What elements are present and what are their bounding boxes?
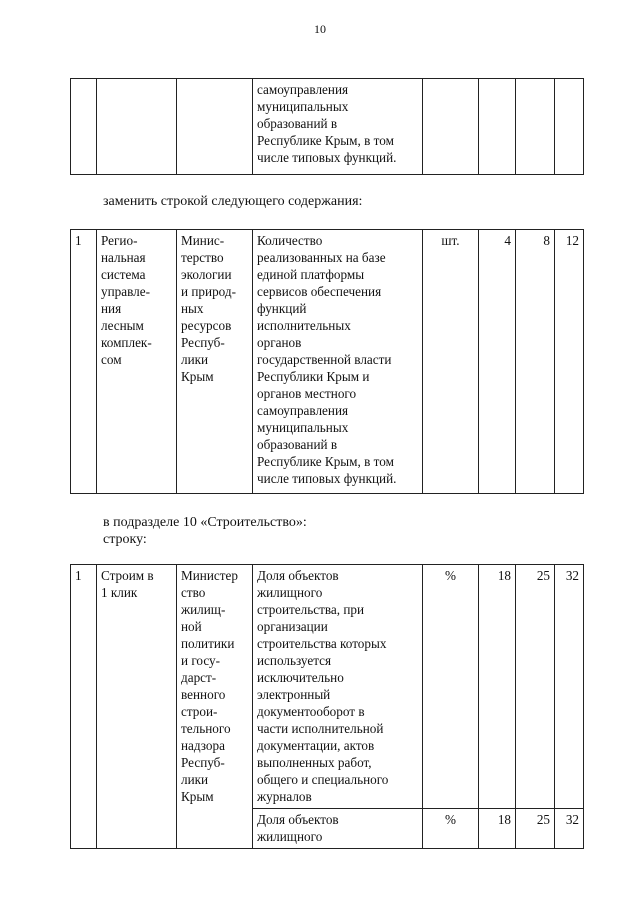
cell-value-2 bbox=[516, 79, 555, 175]
cell-project: Регио- нальная система управле- ния лесным комплек- сом bbox=[97, 230, 177, 494]
page-number: 10 bbox=[314, 22, 326, 36]
cell-value-3: 12 bbox=[555, 230, 584, 494]
instruction-subsection: в подразделе 10 «Строительство»: bbox=[103, 515, 307, 530]
cell-indicator: Доля объектов жилищного bbox=[253, 809, 423, 849]
cell-value-1: 18 bbox=[479, 565, 516, 809]
cell-value-2: 25 bbox=[516, 565, 555, 809]
cell-value-3: 32 bbox=[555, 809, 584, 849]
cell-num bbox=[71, 79, 97, 175]
cell-value-3: 32 bbox=[555, 565, 584, 809]
cell-ministry: Минис- терство экологии и природ- ных ресурсов Респуб- лики Крым bbox=[177, 230, 253, 494]
cell-value-1: 4 bbox=[479, 230, 516, 494]
table-row bbox=[71, 79, 584, 175]
cell-unit: % bbox=[423, 809, 479, 849]
cell-project: Строим в 1 клик bbox=[97, 565, 177, 849]
cell-value-1: 18 bbox=[479, 809, 516, 849]
cell-value-1 bbox=[479, 79, 516, 175]
cell-indicator: Количество реализованных на базе единой платформы сервисов обеспечения функций исполнительных органов государственной власти Республики Крым и органов местного самоуправления муниципальных образований в Республике Крым, в том числе типовых функций. bbox=[253, 230, 423, 494]
cell-unit bbox=[423, 79, 479, 175]
instruction-row-label: строку: bbox=[103, 532, 147, 547]
cell-value-2: 25 bbox=[516, 809, 555, 849]
cell-num: 1 bbox=[71, 565, 97, 849]
cell-indicator: самоуправления муниципальных образований в Республике Крым, в том числе типовых функций. bbox=[253, 79, 423, 175]
cell-project bbox=[97, 79, 177, 175]
cell-num: 1 bbox=[71, 230, 97, 494]
cell-ministry bbox=[177, 79, 253, 175]
table-replacement-row bbox=[70, 229, 584, 494]
table-row bbox=[71, 565, 584, 809]
cell-unit: % bbox=[423, 565, 479, 809]
table-fragment-previous-row bbox=[70, 78, 584, 175]
cell-ministry: Министер ство жилищ- ной политики и госу- дарст- венного строи- тельного надзора Респуб- лики Крым bbox=[177, 565, 253, 849]
instruction-replace-line: заменить строкой следующего содержания: bbox=[103, 194, 363, 209]
table-construction-row bbox=[70, 564, 584, 849]
cell-value-3 bbox=[555, 79, 584, 175]
table-row bbox=[71, 230, 584, 494]
cell-indicator: Доля объектов жилищного строительства, при организации строительства которых используется исключительно электронный документооборот в части исполнительной документации, актов выполненных работ, общего и специального журналов bbox=[253, 565, 423, 809]
cell-unit: шт. bbox=[423, 230, 479, 494]
cell-value-2: 8 bbox=[516, 230, 555, 494]
